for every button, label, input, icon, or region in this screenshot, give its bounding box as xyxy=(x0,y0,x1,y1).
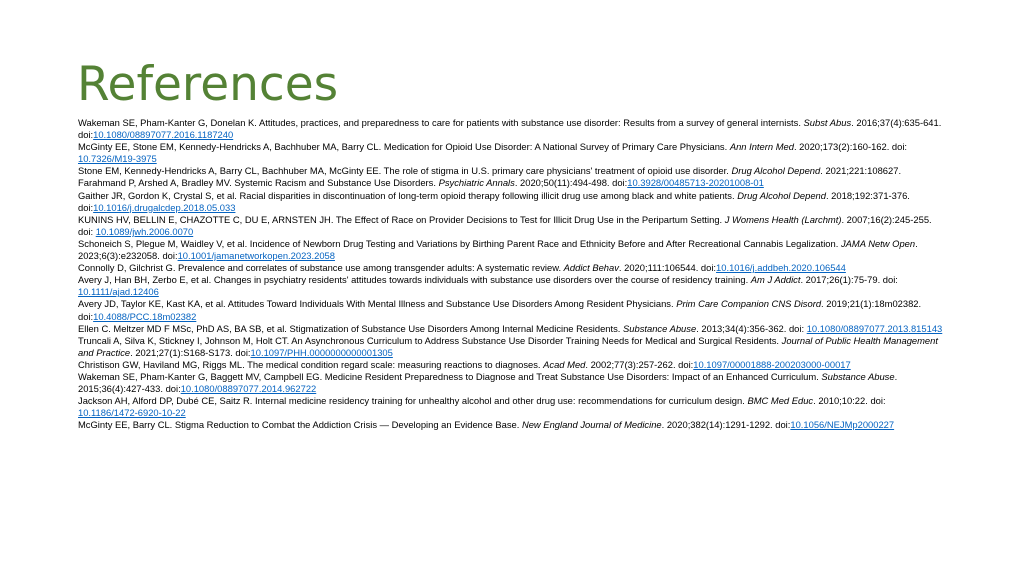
reference-journal: Ann Intern Med xyxy=(729,141,794,153)
reference-details: . 2016;37(4):635-641. doi: xyxy=(78,117,942,141)
reference-journal: JAMA Netw Open xyxy=(840,237,916,249)
doi-link[interactable]: 10.1097/PHH.0000000000001305 xyxy=(250,346,393,358)
reference-journal: Substance Abuse xyxy=(623,322,697,334)
reference-text: Farahmand P, Arshed A, Bradley MV. Systemic Racism and Substance Use Disorders. xyxy=(78,177,439,189)
reference-details: . 2017;26(1):75-79. doi: xyxy=(800,274,898,286)
reference-item xyxy=(78,177,946,189)
reference-text: Ellen C. Meltzer MD F MSc, PhD AS, BA SB, et al. Stigmatization of Substance Use Disorders Among Internal Medicine Residents. xyxy=(78,322,624,334)
reference-journal: J Womens Health (Larchmt) xyxy=(724,213,842,225)
doi-link[interactable]: 10.1016/j.drugalcdep.2018.05.033 xyxy=(93,201,236,213)
reference-journal: Subst Abus xyxy=(803,117,852,128)
reference-journal: New England Journal of Medicine xyxy=(521,419,662,431)
reference-details: . 2021;221:108627. xyxy=(820,165,902,177)
doi-link[interactable]: 10.1186/1472-6920-10-22 xyxy=(78,407,186,419)
doi-link[interactable]: 10.1016/j.addbeh.2020.106544 xyxy=(716,262,846,274)
reference-item xyxy=(78,262,946,274)
reference-journal: Prim Care Companion CNS Disord xyxy=(676,298,822,310)
reference-item xyxy=(78,371,946,395)
reference-text: McGinty EE, Barry CL. Stigma Reduction to Combat the Addiction Crisis — Developing an Evidence Base. xyxy=(78,419,522,431)
reference-details: . 2002;77(3):257-262. doi: xyxy=(585,358,694,370)
reference-item xyxy=(78,395,946,419)
reference-text: Jackson AH, Alford DP, Dubé CE, Saitz R. Internal medicine residency training for unhealthy alcohol and other drug use: recommendations for curriculum design. xyxy=(78,395,748,407)
reference-journal: Am J Addict xyxy=(750,274,801,286)
reference-details: . 2020;173(2):160-162. doi: xyxy=(793,141,908,153)
reference-item xyxy=(78,165,946,177)
reference-details: . 2015;36(4):427-433. doi: xyxy=(78,370,898,395)
reference-item xyxy=(78,190,946,214)
doi-link[interactable]: 10.7326/M19-3975 xyxy=(78,153,157,165)
reference-journal: Acad Med xyxy=(543,358,586,370)
reference-details: . 2021;27(1):S168-S173. doi: xyxy=(130,346,251,358)
reference-list xyxy=(78,117,946,431)
reference-item xyxy=(78,323,946,335)
reference-item xyxy=(78,214,946,238)
reference-text: Truncali A, Silva K, Stickney I, Johnson M, Holt CT. An Asynchronous Curriculum to Address Substance Use Disorder Training Needs for Medical and Surgical Residents. xyxy=(78,334,782,346)
doi-link[interactable]: 10.1001/jamanetworkopen.2023.2058 xyxy=(177,250,335,262)
reference-text: Connolly D, Gilchrist G. Prevalence and correlates of substance use among transgender adults: A systematic review. xyxy=(78,262,564,274)
reference-text: Wakeman SE, Pham-Kanter G, Baggett MV, Campbell EG. Medicine Resident Preparedness to Diagnose and Treat Substance Use Disorders: Impact of an Enhanced Curriculum. xyxy=(78,370,822,382)
doi-link[interactable]: 10.1056/NEJMp2000227 xyxy=(790,419,895,431)
reference-journal: Drug Alcohol Depend xyxy=(737,189,826,201)
reference-item xyxy=(78,419,946,431)
reference-text: KUNINS HV, BELLIN E, CHAZOTTE C, DU E, ARNSTEN JH. The Effect of Race on Provider Decisions to Test for Illicit Drug Use in the Peripartum Setting. xyxy=(78,213,725,225)
reference-journal: Substance Abuse xyxy=(821,370,895,382)
reference-journal: Psychiatric Annals xyxy=(438,177,515,189)
reference-details: . 2023;6(3):e232058. doi: xyxy=(78,237,918,262)
reference-item xyxy=(78,117,946,141)
reference-details: . 2018;192:371-376. doi: xyxy=(78,189,910,213)
reference-text: Christison GW, Haviland MG, Riggs ML. The medical condition regard scale: measuring reactions to diagnoses. xyxy=(78,358,544,370)
reference-details: . 2020;111:106544. doi: xyxy=(618,262,717,274)
doi-link[interactable]: 10.1111/ajad.12406 xyxy=(78,286,159,298)
doi-link[interactable]: 10.1089/jwh.2006.0070 xyxy=(95,225,194,237)
reference-journal: Drug Alcohol Depend xyxy=(731,165,821,177)
reference-item xyxy=(78,274,946,298)
reference-text: Gaither JR, Gordon K, Crystal S, et al. Racial disparities in discontinuation of long-term opioid therapy following illicit drug use among black and white patients. xyxy=(78,189,738,201)
reference-item xyxy=(78,298,946,322)
reference-details: . 2010;10:22. doi: xyxy=(813,395,886,407)
doi-link[interactable]: 10.1080/08897077.2016.1187240 xyxy=(93,129,234,141)
reference-details: . 2013;34(4):356-362. doi: xyxy=(696,322,807,334)
reference-text: Schoneich S, Plegue M, Waidley V, et al. Incidence of Newborn Drug Testing and Variations by Birthing Parent Race and Ethnicity Before and After Recreational Cannabis Legalization. xyxy=(78,237,841,249)
reference-journal: Addict Behav xyxy=(563,262,619,274)
reference-item xyxy=(78,359,946,371)
doi-link[interactable]: 10.1080/08897077.2013.815143 xyxy=(806,322,943,334)
reference-details: . 2019;21(1):18m02382. doi: xyxy=(78,298,922,322)
reference-journal: BMC Med Educ xyxy=(747,395,814,407)
slide-title: References xyxy=(77,57,339,112)
reference-journal: Journal of Public Health Management and Practice xyxy=(78,334,938,358)
reference-item xyxy=(78,335,946,359)
doi-link[interactable]: 10.1097/00001888-200203000-00017 xyxy=(693,358,851,370)
reference-text: Stone EM, Kennedy-Hendricks A, Barry CL, Bachhuber MA, McGinty EE. The role of stigma in U.S. primary care physicians' treatment of opioid use disorder. xyxy=(78,165,732,177)
doi-link[interactable]: 10.4088/PCC.18m02382 xyxy=(93,310,197,322)
reference-text: Avery J, Han BH, Zerbo E, et al. Changes in psychiatry residents' attitudes towards individuals with substance use disorders over the course of residency training. xyxy=(78,274,751,286)
reference-item xyxy=(78,238,946,262)
reference-text: Wakeman SE, Pham-Kanter G, Donelan K. Attitudes, practices, and preparedness to care for patients with substance use disorder: Results from a survey of general internists. xyxy=(78,117,804,128)
doi-link[interactable]: 10.1080/08897077.2014.962722 xyxy=(180,383,317,395)
reference-item xyxy=(78,141,946,165)
reference-details: . 2020;382(14):1291-1292. doi: xyxy=(661,419,791,431)
reference-text: McGinty EE, Stone EM, Kennedy-Hendricks A, Bachhuber MA, Barry CL. Medication for Opioid Use Disorder: A National Survey of Primary Care Physicians. xyxy=(78,141,730,153)
doi-link[interactable]: 10.3928/00485713-20201008-01 xyxy=(627,177,764,189)
reference-details: . 2020;50(11):494-498. doi: xyxy=(514,177,628,189)
reference-details: . 2007;16(2):245-255. doi: xyxy=(78,213,932,237)
reference-text: Avery JD, Taylor KE, Kast KA, et al. Attitudes Toward Individuals With Mental Illness and Substance Use Disorders Among Resident Physicians. xyxy=(78,298,677,310)
